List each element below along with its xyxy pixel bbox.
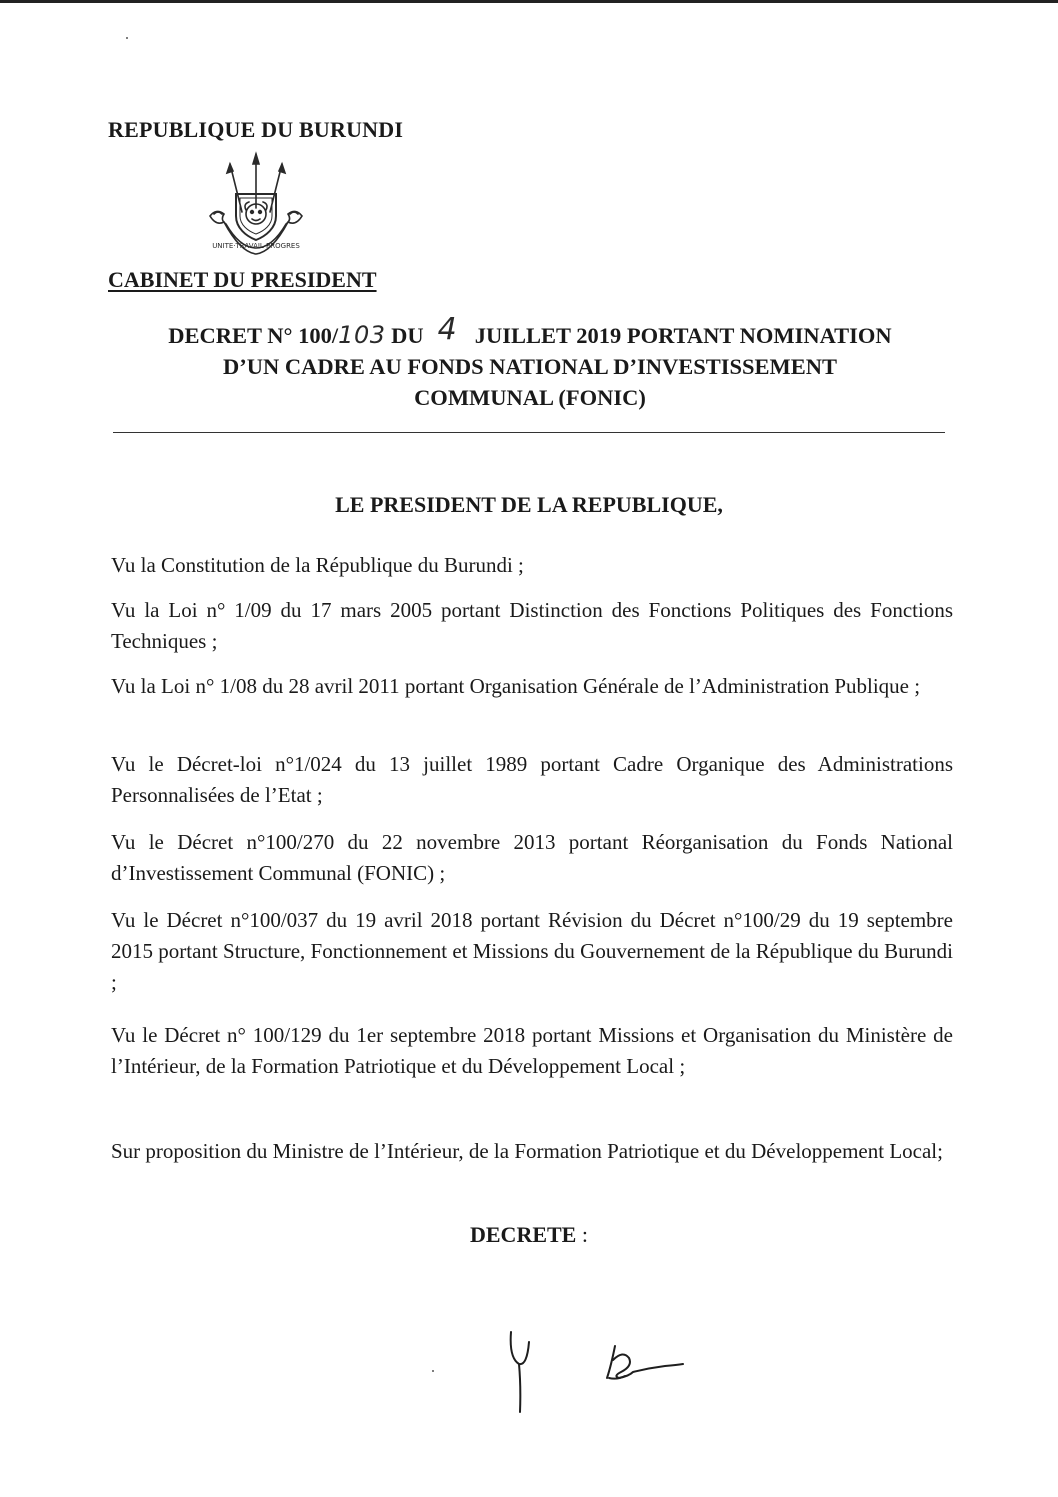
cabinet-heading: CABINET DU PRESIDENT: [108, 267, 377, 292]
decree-title-line-2: D’UN CADRE AU FONDS NATIONAL D’INVESTISSEMENT: [222, 354, 838, 379]
decree-title-line-1: [100, 312, 960, 351]
page-top-border: [0, 0, 1058, 3]
decree-title: [100, 312, 960, 413]
republic-heading: REPUBLIQUE DU BURUNDI: [108, 117, 404, 142]
decree-title-rest: JUILLET 2019 PORTANT NOMINATION: [474, 323, 892, 348]
decree-number-handwritten: 103: [338, 321, 386, 349]
decree-du: DU: [391, 323, 424, 348]
decree-day-handwritten: 4: [437, 312, 457, 347]
visa-decret-100-270: Vu le Décret n°100/270 du 22 novembre 2013 portant Réorganisation du Fonds National d’Investissement Communal (FONIC) ;: [111, 830, 953, 885]
president-heading: LE PRESIDENT DE LA REPUBLIQUE,: [335, 492, 723, 517]
decree-number-prefix: DECRET N° 100/: [168, 323, 339, 348]
decrete-word: DECRETE: [470, 1222, 577, 1247]
visa-decret-loi-1-024: Vu le Décret-loi n°1/024 du 13 juillet 1989 portant Cadre Organique des Administrations Personnalisées de l’Etat ;: [111, 752, 953, 807]
visa-decret-100-129: Vu le Décret n° 100/129 du 1er septembre 2018 portant Missions et Organisation du Ministère de l’Intérieur, de la Formation Patriotique et du Développement Local ;: [111, 1023, 953, 1078]
decrete-colon: :: [576, 1222, 588, 1247]
scan-speck: [126, 37, 128, 39]
visa-loi-1-08: Vu la Loi n° 1/08 du 28 avril 2011 portant Organisation Générale de l’Administration Publique ;: [111, 674, 921, 698]
visa-decret-100-037: Vu le Décret n°100/037 du 19 avril 2018 portant Révision du Décret n°100/29 du 19 septembre 2015 portant Structure, Fonctionnement et Missions du Gouvernement de la République du Burundi ;: [111, 908, 953, 994]
svg-text:UNITE·TRAVAIL·PROGRES: UNITE·TRAVAIL·PROGRES: [212, 242, 300, 250]
visa-constitution: Vu la Constitution de la République du Burundi ;: [111, 553, 524, 577]
decree-title-line-3: COMMUNAL (FONIC): [414, 385, 646, 410]
decrete-heading: [100, 1222, 958, 1248]
visa-loi-1-09: Vu la Loi n° 1/09 du 17 mars 2005 portant Distinction des Fonctions Politiques des Fonctions Techniques ;: [111, 598, 953, 653]
scan-speck: [432, 1370, 434, 1372]
handwritten-initials-icon: [495, 1320, 715, 1420]
proposition-paragraph: Sur proposition du Ministre de l’Intérieur, de la Formation Patriotique et du Développement Local;: [111, 1139, 943, 1163]
title-divider: [113, 432, 945, 433]
burundi-coat-of-arms-icon: [200, 150, 312, 262]
